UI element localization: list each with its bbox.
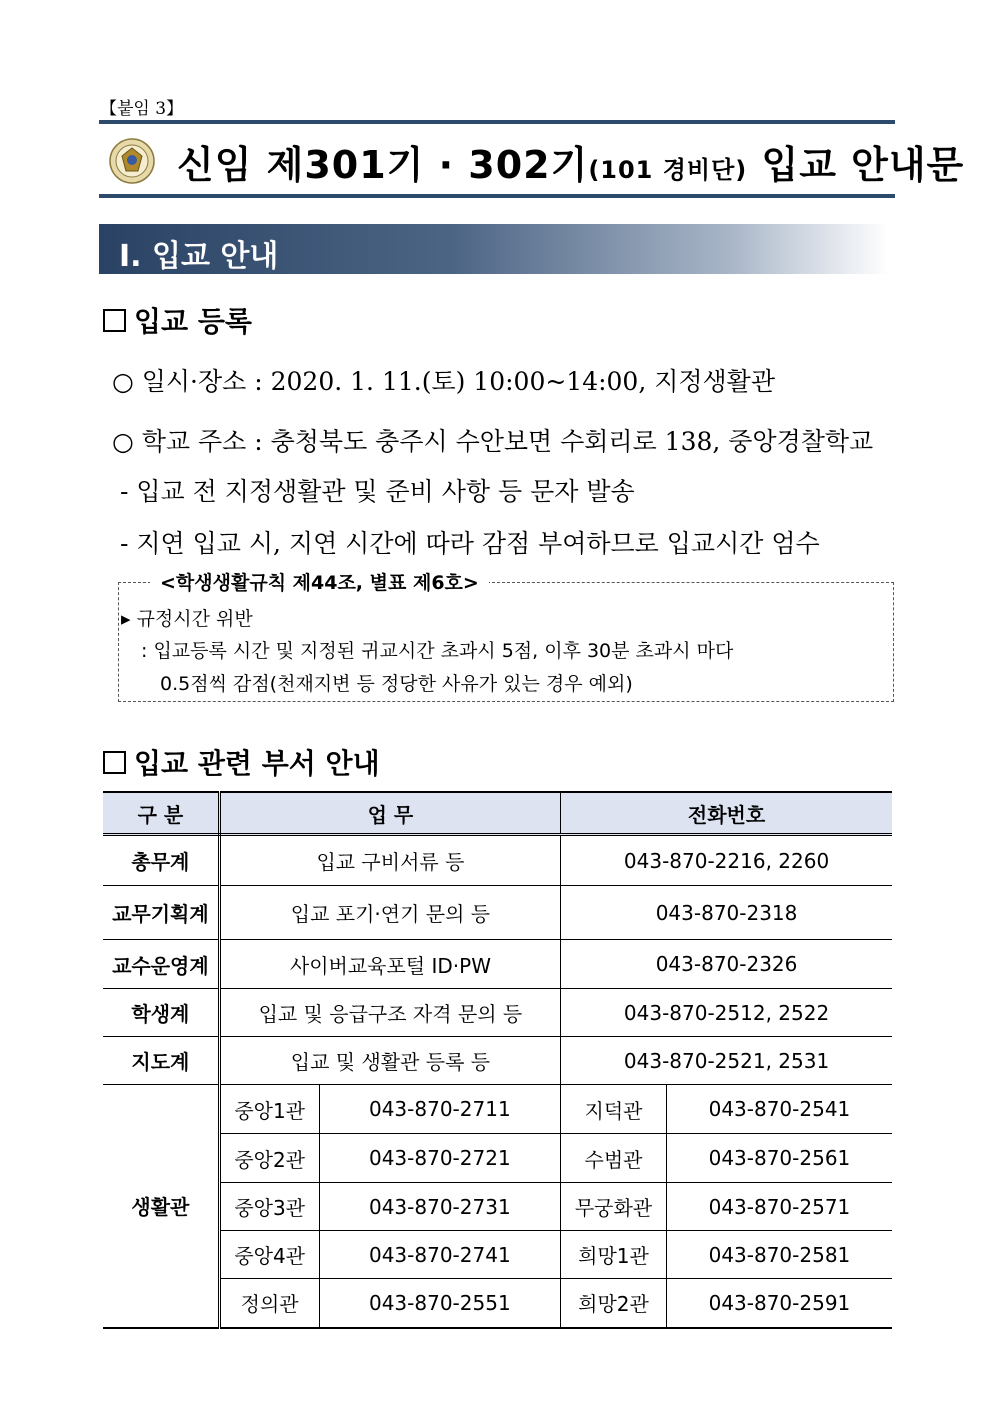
registration-heading-text: 입교 등록 — [134, 305, 252, 338]
dorm-phone: 043-870-2711 — [319, 1085, 561, 1134]
table-header-row — [103, 792, 892, 835]
dorm-phone: 043-870-2721 — [319, 1134, 561, 1183]
title-banner — [99, 120, 965, 198]
dept-task: 사이버교육포털 ID·PW — [219, 940, 560, 989]
dorm-phone: 043-870-2581 — [666, 1231, 892, 1279]
dept-phone: 043-870-2216, 2260 — [561, 835, 892, 886]
dept-phone: 043-870-2326 — [561, 940, 892, 989]
title-tail: 입교 안내문 — [761, 143, 965, 187]
notice-line-2: - 지연 입교 시, 지연 시간에 따라 감점 부여하므로 입교시간 엄수 — [120, 529, 820, 558]
dorm-phone: 043-870-2571 — [666, 1183, 892, 1231]
dept-phone: 043-870-2512, 2522 — [561, 989, 892, 1037]
section-header — [99, 224, 889, 274]
dept-task: 입교 구비서류 등 — [219, 835, 560, 886]
rule-title: <학생생활규칙 제44조, 별표 제6호> — [150, 568, 489, 595]
dept-phone: 043-870-2318 — [561, 886, 892, 940]
dorm-phone: 043-870-2741 — [319, 1231, 561, 1279]
dorm-name: 희망2관 — [561, 1279, 667, 1328]
schedule-line: ○ 일시·장소 : 2020. 1. 11.(토) 10:00~14:00, 지정생활관 — [112, 367, 775, 396]
dept-name: 교무기획계 — [103, 886, 219, 940]
dorm-name: 무궁화관 — [561, 1183, 667, 1231]
table-row — [103, 835, 892, 886]
section-label: Ⅰ. 입교 안내 — [119, 239, 279, 274]
dept-name: 학생계 — [103, 989, 219, 1037]
table-row — [103, 1183, 892, 1231]
dorm-phone: 043-870-2561 — [666, 1134, 892, 1183]
dept-phone: 043-870-2521, 2531 — [561, 1037, 892, 1085]
dept-name: 지도계 — [103, 1037, 219, 1085]
table-row — [103, 989, 892, 1037]
dorm-phone: 043-870-2591 — [666, 1279, 892, 1328]
dorm-name: 희망1관 — [561, 1231, 667, 1279]
rule-line-1: : 입교등록 시간 및 지정된 귀교시간 초과시 5점, 이후 30분 초과시 마다 — [141, 640, 734, 662]
dorm-phone: 043-870-2551 — [319, 1279, 561, 1328]
dorm-phone: 043-870-2731 — [319, 1183, 561, 1231]
notice-line-1: - 입교 전 지정생활관 및 준비 사항 등 문자 발송 — [120, 477, 635, 506]
attachment-label: 【붙임 3】 — [100, 99, 184, 119]
rule-line-2: 0.5점씩 감점(천재지변 등 정당한 사유가 있는 경우 예외) — [160, 673, 633, 695]
address-line: ○ 학교 주소 : 충청북도 충주시 수안보면 수회리로 138, 중앙경찰학교 — [112, 427, 874, 456]
table-row — [103, 1037, 892, 1085]
title-main: 신임 제301기 · 302기 — [177, 143, 589, 187]
departments-heading-text: 입교 관련 부서 안내 — [134, 747, 380, 780]
page-title — [177, 134, 964, 189]
dorm-name: 중앙3관 — [219, 1183, 319, 1231]
dorm-phone: 043-870-2541 — [666, 1085, 892, 1134]
registration-heading — [103, 300, 252, 340]
title-sub: (101 경비단) — [588, 156, 748, 184]
departments-heading — [103, 742, 380, 782]
table-row — [103, 1134, 892, 1183]
department-table — [103, 791, 892, 1329]
dorm-name: 중앙1관 — [219, 1085, 319, 1134]
table-row — [103, 886, 892, 940]
table-row — [103, 1231, 892, 1279]
dept-name: 교수운영계 — [103, 940, 219, 989]
dept-task: 입교 및 응급구조 자격 문의 등 — [219, 989, 560, 1037]
dept-task: 입교 포기·연기 문의 등 — [219, 886, 560, 940]
checkbox-square-icon — [103, 751, 126, 774]
table-row — [103, 1279, 892, 1328]
dorm-name: 지덕관 — [561, 1085, 667, 1134]
table-row — [103, 1085, 892, 1134]
header-category: 구 분 — [103, 792, 219, 835]
header-phone: 전화번호 — [561, 792, 892, 835]
checkbox-square-icon — [103, 309, 126, 332]
header-task: 업 무 — [219, 792, 560, 835]
dorm-name: 중앙2관 — [219, 1134, 319, 1183]
dorm-name: 중앙4관 — [219, 1231, 319, 1279]
dorm-name: 정의관 — [219, 1279, 319, 1328]
dorm-category: 생활관 — [103, 1085, 219, 1328]
dorm-name: 수범관 — [561, 1134, 667, 1183]
dept-task: 입교 및 생활관 등록 등 — [219, 1037, 560, 1085]
table-row — [103, 940, 892, 989]
dept-name: 총무계 — [103, 835, 219, 886]
rule-bullet: ▸ 규정시간 위반 — [121, 608, 253, 630]
police-emblem-icon — [109, 138, 155, 184]
